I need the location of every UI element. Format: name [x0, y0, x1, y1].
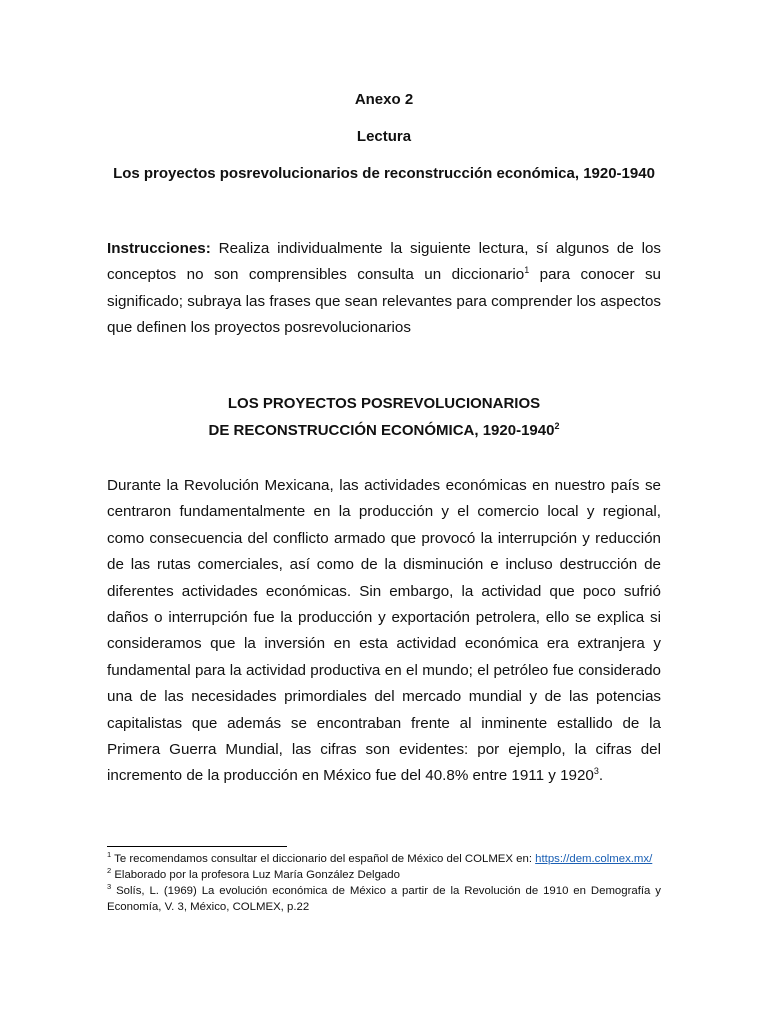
- footnote-1-mark: 1: [107, 850, 112, 860]
- footnote-1-text: Te recomendamos consultar el diccionario del español de México del COLMEX en:: [111, 853, 536, 865]
- instructions-text-1: Realiza individualmente la siguiente lectura, sí algunos de los conceptos no son comprensibles consulta un diccionario: [107, 240, 661, 284]
- instructions-paragraph: [107, 236, 661, 342]
- document-title: Los proyectos posrevolucionarios de reconstrucción económica, 1920-1940: [113, 165, 655, 182]
- footnote-2-text: Elaborado por la profesora Luz María González Delgado: [111, 869, 400, 881]
- section-title-line-2: [0, 422, 768, 439]
- section-title-text: DE RECONSTRUCCIÓN ECONÓMICA, 1920-1940: [208, 422, 555, 439]
- footnote-2-mark: 2: [107, 866, 112, 876]
- annex-heading: Anexo 2: [354, 91, 414, 108]
- body-paragraph-end: .: [598, 767, 604, 785]
- reading-heading: Lectura: [356, 128, 412, 145]
- footnote-ref-1: 1: [524, 265, 530, 276]
- instructions-label: Instrucciones:: [107, 240, 211, 257]
- footnote-3-text: Solís, L. (1969) La evolución económica de México a partir de la Revolución de 1910 en Demografía y Economía, V. 3, México, COLMEX, p.22: [107, 885, 661, 913]
- footnote-1: [107, 852, 661, 868]
- colmex-link[interactable]: https://dem.colmex.mx/: [535, 853, 653, 865]
- section-title-line-1: LOS PROYECTOS POSREVOLUCIONARIOS: [227, 395, 541, 412]
- footnote-separator: [107, 846, 287, 847]
- footnote-2: [107, 868, 661, 884]
- instructions-text-2: para conocer su significado; subraya las frases que sean relevantes para comprender los aspectos que definen los proyectos posrevolucionarios: [107, 266, 661, 337]
- footnote-3: [107, 884, 661, 915]
- body-paragraph-text: Durante la Revolución Mexicana, las actividades económicas en nuestro país se centraron fundamentalmente en la producción y el comercio local y regional, como consecuencia del conflicto armado que provocó la interrupción y reducción de las rutas comerciales, así como de la disminución e incluso destrucción de diferentes actividades económicas. Sin embargo, la actividad que poco sufrió daños o interrupción fue la producción y exportación petrolera, ello se explica si consideramos que la inversión en esta actividad económica era extranjera y fundamental para la actividad productiva en el mundo; el petróleo fue considerado una de las necesidades primordiales del mercado mundial y de las potencias capitalistas que además se encontraban frente al inminente estallido de la Primera Guerra Mundial, las cifras son evidentes: por ejemplo, la cifras del incremento de la producción en México fue del 40.8% entre 1911 y 1920: [107, 477, 661, 785]
- footnote-3-mark: 3: [107, 882, 112, 892]
- body-paragraph: [107, 473, 661, 790]
- footnote-ref-3: 3: [593, 766, 599, 777]
- footnote-ref-2: 2: [554, 421, 560, 431]
